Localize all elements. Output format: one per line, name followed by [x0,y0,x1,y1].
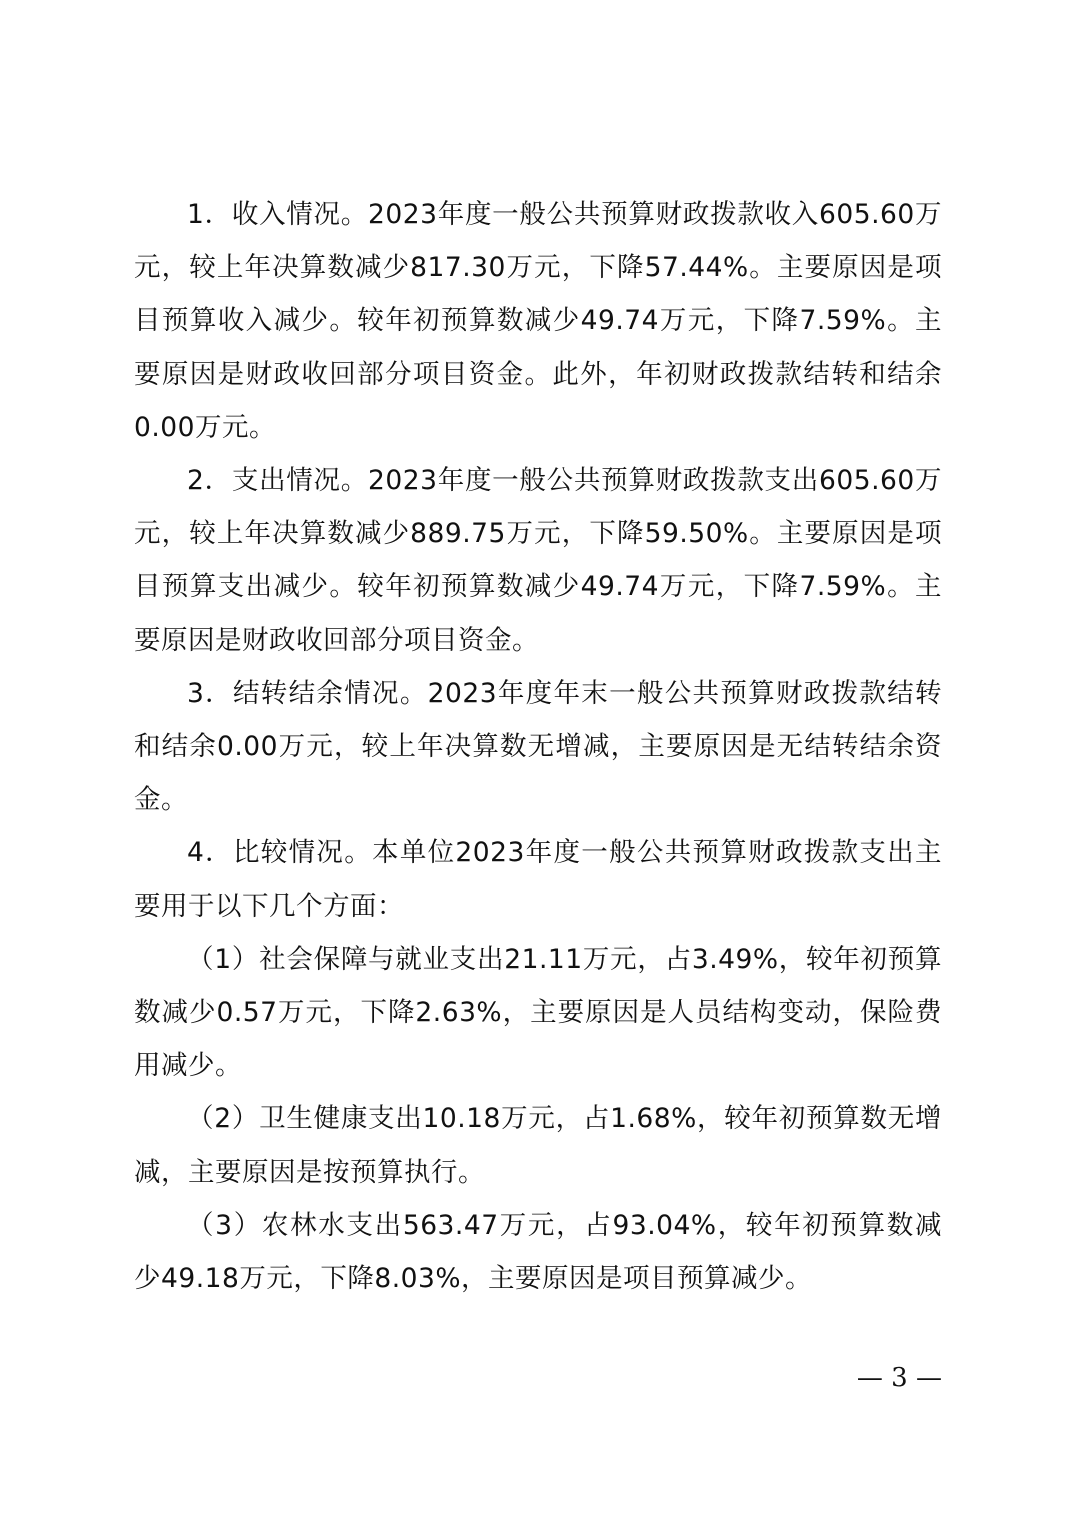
page-number: — 3 — [856,1363,942,1393]
paragraph-health: （2）卫生健康支出10.18万元，占1.68%，较年初预算数无增减，主要原因是按预算执行。 [134,1103,942,1188]
document-body [134,188,942,1305]
paragraph-carryover: 3．结转结余情况。2023年度年末一般公共预算财政拨款结转和结余0.00万元，较上年决算数无增减，主要原因是无结转结余资金。 [134,677,942,816]
paragraph-income: 1．收入情况。2023年度一般公共预算财政拨款收入605.60万元，较上年决算数减少817.30万元，下降57.44%。主要原因是项目预算收入减少。较年初预算数减少49.74万元，下降7.59%。主要原因是财政收回部分项目资金。此外，年初财政拨款结转和结余0.00万元。 [134,199,942,443]
paragraph-comparison: 4．比较情况。本单位2023年度一般公共预算财政拨款支出主要用于以下几个方面： [134,837,942,922]
paragraph-social-security: （1）社会保障与就业支出21.11万元，占3.49%，较年初预算数减少0.57万元，下降2.63%，主要原因是人员结构变动，保险费用减少。 [134,943,942,1082]
paragraph-expenditure: 2．支出情况。2023年度一般公共预算财政拨款支出605.60万元，较上年决算数减少889.75万元，下降59.50%。主要原因是项目预算支出减少。较年初预算数减少49.74万元，下降7.59%。主要原因是财政收回部分项目资金。 [134,465,942,656]
paragraph-agriculture: （3）农林水支出563.47万元，占93.04%，较年初预算数减少49.18万元，下降8.03%，主要原因是项目预算减少。 [134,1209,942,1295]
